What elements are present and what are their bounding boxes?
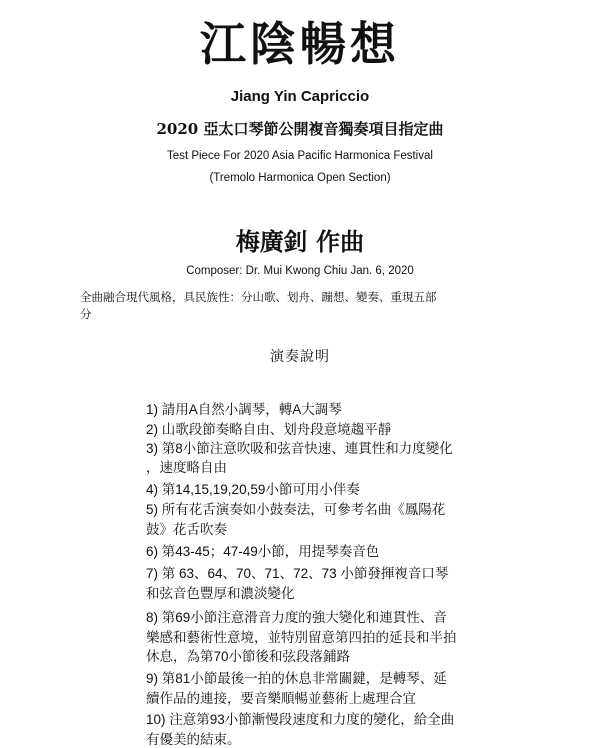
composer-english: Composer: Dr. Mui Kwong Chiu Jan. 6, 2020 (186, 265, 414, 277)
performance-note-line: 和弦音色豐厚和濃淡變化 (146, 586, 295, 601)
chinese-subtitle: 2020 亞太口琴節公開複音獨奏項目指定曲 (156, 120, 444, 138)
performance-note-line: 5) 所有花舌演奏如小鼓奏法，可參考名曲《鳳陽花 (146, 502, 446, 517)
performance-note-line: 鼓》花舌吹奏 (146, 522, 227, 537)
performance-note-line: 9) 第81小節最後一拍的休息非常關鍵，是轉琴、延 (146, 671, 447, 686)
english-subtitle-festival: Test Piece For 2020 Asia Pacific Harmonica Festival (167, 150, 433, 162)
performance-note-line: 樂感和藝術性意境，並特別留意第四拍的延長和半拍 (146, 630, 457, 645)
intro-text-line: 全曲融合現代風格，具民族性：分山歌、划舟、蹦想、變奏、重現五部 (80, 292, 437, 304)
performance-note-line: 7) 第 63、64、70、71、72、73 小節發揮複音口琴 (146, 566, 449, 581)
performance-note-line: 6) 第43-45；47-49小節，用提琴奏音色 (146, 544, 380, 559)
performance-notes-heading: 演奏說明 (270, 348, 330, 364)
performance-note-line: 4) 第14,15,19,20,59小節可用小伴奏 (146, 482, 360, 497)
page-title: 江陰暢想 (200, 17, 400, 71)
performance-note-line: 2) 山歌段節奏略自由、划舟段意境趨平靜 (146, 422, 392, 437)
performance-note-line: 8) 第69小節注意滑音力度的強大變化和連貫性、音 (146, 610, 447, 625)
performance-note-line: 續作品的連接，要音樂順暢並藝術上處理合宜 (146, 691, 416, 706)
english-title: Jiang Yin Capriccio (230, 88, 370, 105)
performance-note-line: 休息，為第70小節後和弦段落鋪路 (146, 649, 351, 664)
composer-chinese: 梅廣釗 作曲 (235, 227, 365, 256)
performance-note-line: 有優美的結束。 (146, 732, 241, 747)
english-subtitle-section: (Tremolo Harmonica Open Section) (209, 172, 391, 184)
performance-note-line: 10) 注意第93小節漸慢段速度和力度的變化，給全曲 (146, 712, 455, 727)
performance-note-line: 1) 請用A自然小調琴，轉A大調琴 (146, 402, 342, 417)
intro-text-line: 分 (80, 309, 92, 321)
performance-note-line: ，速度略自由 (146, 460, 227, 475)
performance-note-line: 3) 第8小節注意吹吸和弦音快速、連貫性和力度變化 (146, 441, 453, 456)
